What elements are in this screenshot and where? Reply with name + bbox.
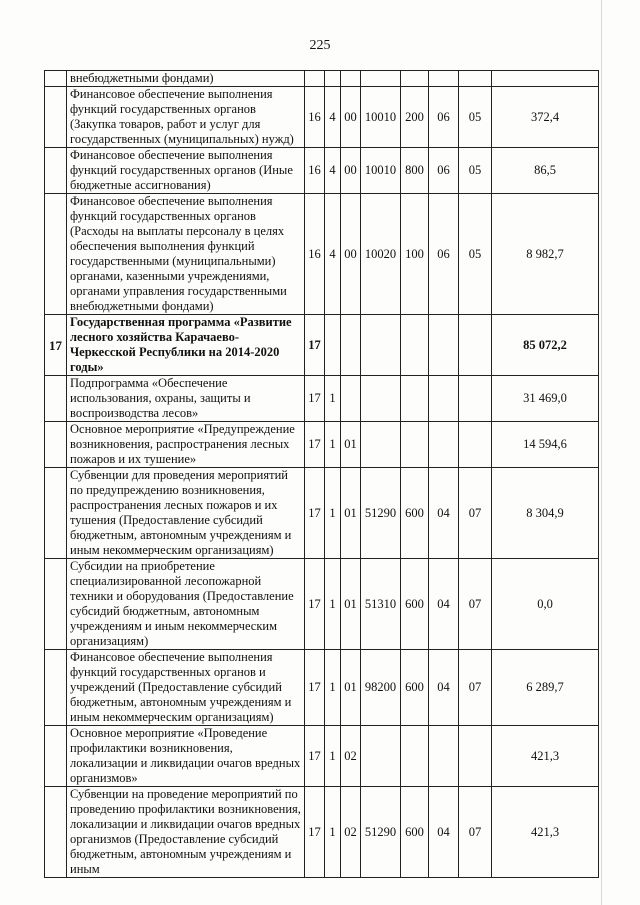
code-grbs-cell: 17 bbox=[305, 726, 325, 787]
code-subprogram-cell: 1 bbox=[325, 376, 341, 422]
code-direction-cell bbox=[361, 726, 401, 787]
row-number-cell bbox=[45, 148, 67, 194]
row-number-cell bbox=[45, 559, 67, 650]
page-number: 225 bbox=[309, 38, 331, 53]
code-expense-type-cell: 600 bbox=[401, 787, 429, 878]
row-description-cell: Субсидии на приобретение специализированной лесопожарной техники и оборудования (Предоставление субсидий бюджетным, автономным учреждениям и иным некоммерческим организациям) bbox=[67, 559, 305, 650]
code-measure-cell bbox=[341, 315, 361, 376]
code-section-cell bbox=[429, 726, 459, 787]
code-direction-cell bbox=[361, 376, 401, 422]
code-expense-type-cell bbox=[401, 71, 429, 87]
code-grbs-cell: 17 bbox=[305, 422, 325, 468]
amount-cell: 8 982,7 bbox=[492, 194, 599, 315]
table-row bbox=[45, 422, 599, 468]
code-grbs-cell: 16 bbox=[305, 87, 325, 148]
row-number-cell bbox=[45, 468, 67, 559]
code-subsection-cell bbox=[459, 726, 492, 787]
code-measure-cell: 00 bbox=[341, 194, 361, 315]
code-section-cell bbox=[429, 422, 459, 468]
code-measure-cell bbox=[341, 71, 361, 87]
code-grbs-cell: 16 bbox=[305, 194, 325, 315]
code-grbs-cell: 17 bbox=[305, 315, 325, 376]
row-number-cell bbox=[45, 194, 67, 315]
code-measure-cell bbox=[341, 376, 361, 422]
code-measure-cell: 01 bbox=[341, 559, 361, 650]
page-edge-line bbox=[601, 0, 602, 905]
code-subsection-cell bbox=[459, 315, 492, 376]
code-subsection-cell: 07 bbox=[459, 468, 492, 559]
amount-cell: 31 469,0 bbox=[492, 376, 599, 422]
row-number-cell bbox=[45, 71, 67, 87]
code-subprogram-cell: 1 bbox=[325, 787, 341, 878]
code-direction-cell bbox=[361, 71, 401, 87]
table-row bbox=[45, 787, 599, 878]
amount-cell: 421,3 bbox=[492, 787, 599, 878]
code-measure-cell: 01 bbox=[341, 422, 361, 468]
code-expense-type-cell: 800 bbox=[401, 148, 429, 194]
row-number-cell bbox=[45, 787, 67, 878]
row-description-cell: Финансовое обеспечение выполнения функций государственных органов (Расходы на выплаты персоналу в целях обеспечения выполнения функций государственными (муниципальными) органами, казенными учреждениями, органами управления государственными внебюджетными фондами) bbox=[67, 194, 305, 315]
row-description-cell: Основное мероприятие «Предупреждение возникновения, распространения лесных пожаров и их тушение» bbox=[67, 422, 305, 468]
code-subsection-cell: 05 bbox=[459, 194, 492, 315]
code-section-cell: 06 bbox=[429, 87, 459, 148]
code-subsection-cell: 05 bbox=[459, 87, 492, 148]
code-measure-cell: 01 bbox=[341, 468, 361, 559]
code-direction-cell: 51290 bbox=[361, 468, 401, 559]
code-section-cell bbox=[429, 315, 459, 376]
code-subprogram-cell bbox=[325, 315, 341, 376]
code-grbs-cell: 17 bbox=[305, 650, 325, 726]
table-row bbox=[45, 559, 599, 650]
table-row bbox=[45, 71, 599, 87]
table-row bbox=[45, 376, 599, 422]
amount-cell: 372,4 bbox=[492, 87, 599, 148]
code-measure-cell: 00 bbox=[341, 87, 361, 148]
code-section-cell: 04 bbox=[429, 559, 459, 650]
row-description-cell: Субвенции для проведения мероприятий по предупреждению возникновения, распространения лесных пожаров и их тушения (Предоставление субсидий бюджетным, автономным учреждениям и иным некоммерческим организациям) bbox=[67, 468, 305, 559]
row-description-cell: Субвенции на проведение мероприятий по проведению профилактики возникновения, локализации и ликвидации очагов вредных организмов (Предоставление субсидий бюджетным, автономным учреждениям и иным bbox=[67, 787, 305, 878]
code-section-cell: 04 bbox=[429, 787, 459, 878]
code-expense-type-cell: 600 bbox=[401, 468, 429, 559]
code-direction-cell: 10020 bbox=[361, 194, 401, 315]
row-number-cell: 17 bbox=[45, 315, 67, 376]
amount-cell: 0,0 bbox=[492, 559, 599, 650]
code-section-cell: 06 bbox=[429, 194, 459, 315]
code-subprogram-cell: 1 bbox=[325, 726, 341, 787]
code-direction-cell: 10010 bbox=[361, 148, 401, 194]
row-description-cell: Основное мероприятие «Проведение профилактики возникновения, локализации и ликвидации очагов вредных организмов» bbox=[67, 726, 305, 787]
code-direction-cell: 51290 bbox=[361, 787, 401, 878]
code-subsection-cell: 05 bbox=[459, 148, 492, 194]
row-description-cell: Финансовое обеспечение выполнения функций государственных органов (Иные бюджетные ассигнования) bbox=[67, 148, 305, 194]
code-expense-type-cell bbox=[401, 422, 429, 468]
code-measure-cell: 01 bbox=[341, 650, 361, 726]
amount-cell: 14 594,6 bbox=[492, 422, 599, 468]
row-description-cell: Государственная программа «Развитие лесного хозяйства Карачаево-Черкесской Республики на 2014-2020 годы» bbox=[67, 315, 305, 376]
code-section-cell: 06 bbox=[429, 148, 459, 194]
code-subprogram-cell: 4 bbox=[325, 87, 341, 148]
code-expense-type-cell bbox=[401, 376, 429, 422]
code-subsection-cell bbox=[459, 376, 492, 422]
code-subsection-cell: 07 bbox=[459, 559, 492, 650]
table-row bbox=[45, 650, 599, 726]
code-grbs-cell: 17 bbox=[305, 787, 325, 878]
row-description-cell: Финансовое обеспечение выполнения функций государственных органов (Закупка товаров, работ и услуг для государственных (муниципальных) нужд) bbox=[67, 87, 305, 148]
code-subprogram-cell bbox=[325, 71, 341, 87]
row-number-cell bbox=[45, 726, 67, 787]
table-row bbox=[45, 315, 599, 376]
code-expense-type-cell: 600 bbox=[401, 650, 429, 726]
code-subsection-cell bbox=[459, 422, 492, 468]
code-section-cell: 04 bbox=[429, 468, 459, 559]
code-direction-cell: 10010 bbox=[361, 87, 401, 148]
code-subprogram-cell: 1 bbox=[325, 468, 341, 559]
code-grbs-cell bbox=[305, 71, 325, 87]
code-grbs-cell: 16 bbox=[305, 148, 325, 194]
row-number-cell bbox=[45, 422, 67, 468]
budget-table bbox=[44, 70, 599, 878]
code-expense-type-cell: 600 bbox=[401, 559, 429, 650]
table-row bbox=[45, 726, 599, 787]
code-measure-cell: 02 bbox=[341, 726, 361, 787]
amount-cell: 6 289,7 bbox=[492, 650, 599, 726]
code-measure-cell: 02 bbox=[341, 787, 361, 878]
table-row bbox=[45, 468, 599, 559]
code-direction-cell: 98200 bbox=[361, 650, 401, 726]
row-description-cell: внебюджетными фондами) bbox=[67, 71, 305, 87]
code-subprogram-cell: 1 bbox=[325, 422, 341, 468]
table-row bbox=[45, 148, 599, 194]
amount-cell bbox=[492, 71, 599, 87]
code-grbs-cell: 17 bbox=[305, 468, 325, 559]
code-direction-cell bbox=[361, 422, 401, 468]
code-section-cell: 04 bbox=[429, 650, 459, 726]
code-expense-type-cell bbox=[401, 726, 429, 787]
amount-cell: 421,3 bbox=[492, 726, 599, 787]
code-subprogram-cell: 4 bbox=[325, 194, 341, 315]
amount-cell: 85 072,2 bbox=[492, 315, 599, 376]
code-grbs-cell: 17 bbox=[305, 559, 325, 650]
row-number-cell bbox=[45, 650, 67, 726]
code-direction-cell bbox=[361, 315, 401, 376]
code-measure-cell: 00 bbox=[341, 148, 361, 194]
row-number-cell bbox=[45, 87, 67, 148]
code-subprogram-cell: 4 bbox=[325, 148, 341, 194]
table-row bbox=[45, 87, 599, 148]
row-description-cell: Финансовое обеспечение выполнения функций государственных органов и учреждений (Предоставление субсидий бюджетным, автономным учреждениям и иным некоммерческим организациям) bbox=[67, 650, 305, 726]
amount-cell: 8 304,9 bbox=[492, 468, 599, 559]
row-number-cell bbox=[45, 376, 67, 422]
table-row bbox=[45, 194, 599, 315]
code-subprogram-cell: 1 bbox=[325, 650, 341, 726]
code-grbs-cell: 17 bbox=[305, 376, 325, 422]
code-subsection-cell: 07 bbox=[459, 787, 492, 878]
code-subsection-cell bbox=[459, 71, 492, 87]
amount-cell: 86,5 bbox=[492, 148, 599, 194]
code-expense-type-cell bbox=[401, 315, 429, 376]
code-subprogram-cell: 1 bbox=[325, 559, 341, 650]
code-expense-type-cell: 100 bbox=[401, 194, 429, 315]
row-description-cell: Подпрограмма «Обеспечение использования, охраны, защиты и воспроизводства лесов» bbox=[67, 376, 305, 422]
code-direction-cell: 51310 bbox=[361, 559, 401, 650]
code-section-cell bbox=[429, 71, 459, 87]
code-section-cell bbox=[429, 376, 459, 422]
code-expense-type-cell: 200 bbox=[401, 87, 429, 148]
code-subsection-cell: 07 bbox=[459, 650, 492, 726]
